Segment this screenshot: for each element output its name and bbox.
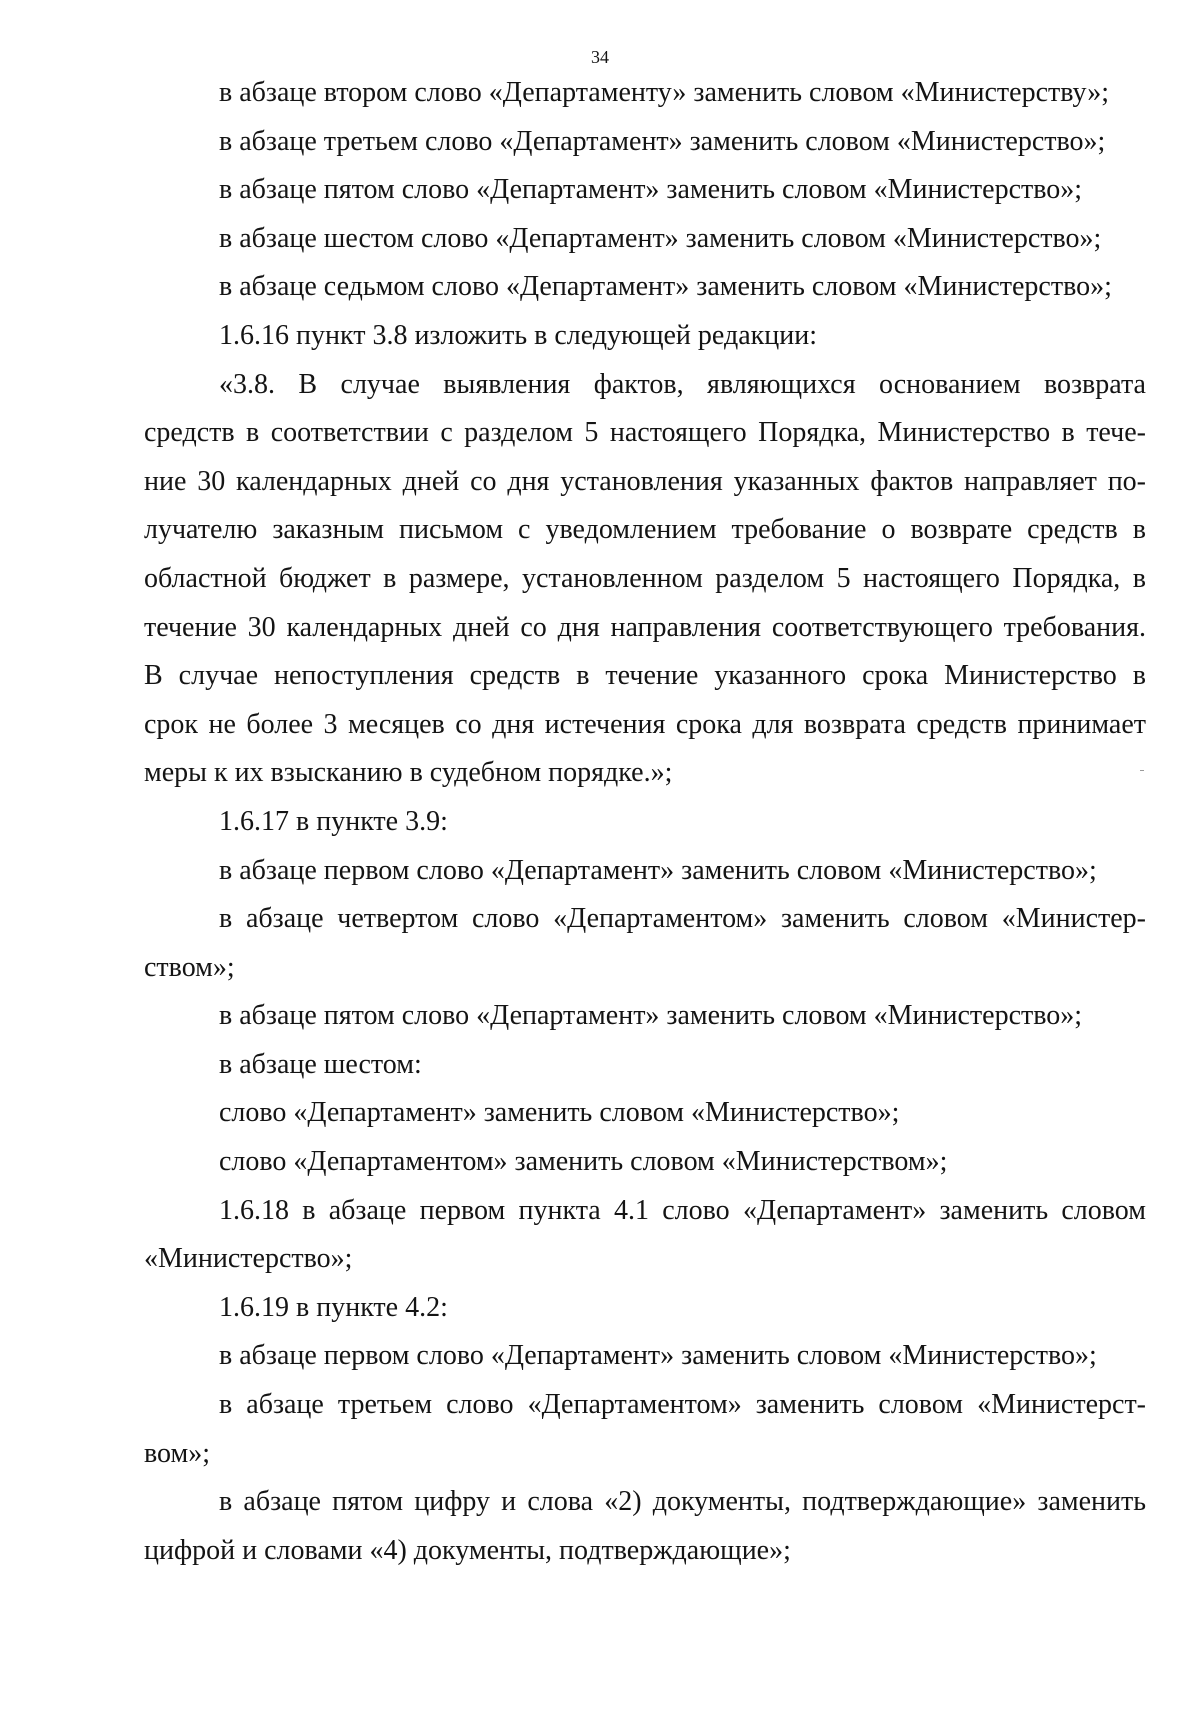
paragraph xyxy=(144,1041,1146,1090)
text-line: в абзаце первом слово «Департамент» заменить словом «Министерство»; xyxy=(219,1340,1097,1372)
paragraph xyxy=(144,1332,1146,1381)
paragraph xyxy=(144,166,1146,215)
text-line: в абзаце втором слово «Департаменту» заменить словом «Министерству»; xyxy=(219,77,1109,108)
text-line: в абзаце седьмом слово «Департамент» заменить словом «Министерство»; xyxy=(219,271,1112,303)
text-line: в абзаце шестом: xyxy=(219,1048,422,1080)
text-line: 1.6.17 в пункте 3.9: xyxy=(219,805,448,837)
text-line: в абзаце пятом слово «Департамент» заменить словом «Министерство»; xyxy=(219,174,1083,206)
text-line: течение 30 календарных дней со дня направления соответствующего требования. xyxy=(144,611,1146,643)
paragraph xyxy=(144,847,1146,896)
paragraph xyxy=(144,312,1146,361)
text-line: ние 30 календарных дней со дня установления указанных фактов направляет по- xyxy=(144,465,1146,497)
paragraph xyxy=(144,1089,1146,1138)
text-line: в абзаце пятом цифру и слова «2) документы, подтверждающие» заменить xyxy=(219,1486,1146,1518)
text-line: меры к их взысканию в судебном порядке.»; xyxy=(144,757,673,789)
text-line: в абзаце первом слово «Департамент» заменить словом «Министерство»; xyxy=(219,854,1097,886)
text-line: областной бюджет в размере, установленном разделом 5 настоящего Порядка, в xyxy=(144,562,1146,594)
scan-speck xyxy=(1140,770,1144,771)
document-body xyxy=(144,69,1146,1575)
paragraph xyxy=(144,215,1146,264)
text-line: 1.6.18 в абзаце первом пункта 4.1 слово «Департамент» заменить словом xyxy=(219,1194,1146,1226)
paragraph xyxy=(144,1478,1146,1575)
text-line: 1.6.19 в пункте 4.2: xyxy=(219,1291,448,1323)
paragraph xyxy=(144,798,1146,847)
text-line: срок не более 3 месяцев со дня истечения срока для возврата средств принимает xyxy=(144,708,1146,740)
text-line: слово «Департаментом» заменить словом «Министерством»; xyxy=(219,1146,948,1178)
text-line: «Министерство»; xyxy=(144,1243,353,1275)
page-number: 34 xyxy=(591,47,609,67)
paragraph xyxy=(144,895,1146,992)
text-line: в абзаце шестом слово «Департамент» заменить словом «Министерство»; xyxy=(219,222,1102,254)
paragraph xyxy=(144,992,1146,1041)
text-line: в абзаце четвертом слово «Департаментом» заменить словом «Министер- xyxy=(219,903,1146,935)
paragraph xyxy=(144,1284,1146,1333)
text-line: ством»; xyxy=(144,951,235,983)
paragraph xyxy=(144,1138,1146,1187)
paragraph xyxy=(144,263,1146,312)
text-line: В случае непоступления средств в течение указанного срока Министерство в xyxy=(144,660,1146,692)
paragraph xyxy=(144,1187,1146,1284)
text-line: в абзаце пятом слово «Департамент» заменить словом «Министерство»; xyxy=(219,1000,1083,1032)
paragraph xyxy=(144,118,1146,167)
text-line: в абзаце третьем слово «Департамент» заменить словом «Министерство»; xyxy=(219,125,1106,157)
paragraph xyxy=(144,1381,1146,1478)
text-line: слово «Департамент» заменить словом «Министерство»; xyxy=(219,1097,900,1129)
text-line: лучателю заказным письмом с уведомлением требование о возврате средств в xyxy=(144,514,1146,546)
text-line: цифрой и словами «4) документы, подтверждающие»; xyxy=(144,1534,791,1566)
text-line: в абзаце третьем слово «Департаментом» заменить словом «Министерст- xyxy=(219,1389,1146,1421)
text-line: 1.6.16 пункт 3.8 изложить в следующей редакции: xyxy=(219,319,817,351)
text-line: вом»; xyxy=(144,1437,210,1469)
text-line: «3.8. В случае выявления фактов, являющихся основанием возврата xyxy=(219,368,1146,400)
paragraph xyxy=(144,69,1146,118)
text-line: средств в соответствии с разделом 5 настоящего Порядка, Министерство в тече- xyxy=(144,417,1146,449)
paragraph xyxy=(144,361,1146,798)
